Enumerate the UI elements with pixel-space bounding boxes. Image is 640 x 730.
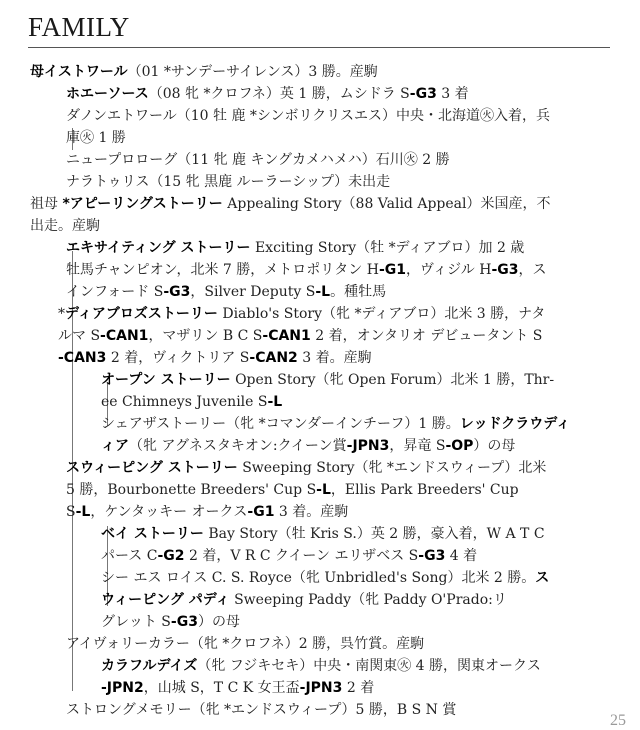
section-title: FAMILY [28, 12, 130, 42]
entry-line [58, 325, 545, 347]
entry-text: インフォード S [66, 284, 164, 300]
horse-name-bold: -L [267, 394, 283, 410]
pedigree-entry [30, 193, 551, 237]
entry-line [66, 699, 456, 721]
entry-text: 庫㊋ 1 勝 [66, 130, 126, 146]
entry-text: 牡馬チャンピオン，北米 7 勝，メトロポリタン H [66, 262, 379, 278]
entry-line [101, 677, 541, 699]
entry-line [101, 435, 570, 457]
entry-text: ，ケンタッキー オークス [90, 504, 248, 520]
entry-text: ）の母 [473, 438, 516, 454]
entry-text: シー エス ロイス C. S. Royce（牝 Unbridled's Song）北米 2 勝。 [101, 570, 536, 586]
entry-text: 2 着，ヴィクトリア S [106, 350, 250, 366]
entry-line [66, 149, 450, 171]
entry-text: 。種牡馬 [330, 284, 387, 300]
pedigree-entry [30, 61, 378, 83]
pedigree-entry [66, 699, 456, 721]
pedigree-entry [66, 633, 424, 655]
pedigree-entry [101, 655, 541, 699]
entry-line [30, 193, 551, 215]
horse-name-bold: -G3 [418, 548, 446, 564]
horse-name-bold: ス [535, 570, 550, 586]
entry-line [101, 391, 554, 413]
entry-text: ，ス [518, 262, 547, 278]
horse-name-bold: ィア [101, 438, 129, 454]
horse-name-bold: -JPN2 [101, 680, 144, 696]
entry-text: 3 着。産駒 [297, 350, 372, 366]
title-underline [28, 47, 610, 48]
horse-name-bold: *アピーリングストーリー [62, 196, 223, 212]
entry-text: 3 着 [436, 86, 469, 102]
entry-text: 2 着，V R C クイーン エリザベス S [184, 548, 419, 564]
entry-text: 出走。産駒 [30, 218, 100, 234]
pedigree-entry [66, 457, 546, 523]
horse-name-bold: -G3 [170, 614, 198, 630]
entry-line [30, 61, 378, 83]
entry-text: ，山城 S，T C K 女王盃 [143, 680, 300, 696]
entry-text: * [58, 306, 65, 322]
entry-line [30, 215, 551, 237]
horse-name-bold: -JPN3 [346, 438, 390, 454]
entry-line [101, 545, 545, 567]
pedigree-entry [101, 523, 545, 567]
entry-text: ，Silver Deputy S [190, 284, 316, 300]
entry-line [101, 611, 549, 633]
entry-line [66, 237, 547, 259]
entry-text: Appealing Story（88 Valid Appeal）米国産，不 [222, 196, 551, 212]
entry-line [101, 655, 541, 677]
entry-line [66, 83, 469, 105]
horse-name-bold: -CAN1 [262, 328, 311, 344]
entry-text: 3 着。産駒 [274, 504, 349, 520]
horse-name-bold: -L [316, 482, 331, 498]
horse-name-bold: オープン ストーリー [101, 372, 231, 388]
pedigree-entry [66, 105, 550, 149]
entry-text: ）の母 [197, 614, 240, 630]
entry-line [58, 303, 545, 325]
entry-line [58, 347, 545, 369]
horse-name-bold: カラフルデイズ [101, 658, 198, 674]
entry-text: ，マザリン B C S [148, 328, 263, 344]
entry-line [66, 501, 546, 523]
entry-text: グレット S [101, 614, 171, 630]
horse-name-bold: -OP [445, 438, 474, 454]
horse-name-bold: -G3 [491, 262, 519, 278]
entry-text: S [66, 504, 76, 520]
horse-name-bold: ベイ ストーリー [101, 526, 204, 542]
horse-name-bold: -CAN2 [249, 350, 298, 366]
entry-text: ルマ S [58, 328, 101, 344]
pedigree-entry [101, 413, 570, 457]
pedigree-entry [66, 149, 450, 171]
horse-name-bold: -G1 [247, 504, 275, 520]
entry-text: ダノンエトワール（10 牡 鹿 *シンボリクリスエス）中央・北海道㊋入着，兵 [66, 108, 550, 124]
entry-text: 5 勝，Bourbonette Breeders' Cup S [66, 482, 317, 498]
entry-text: ニュープロローグ（11 牝 鹿 キングカメハメハ）石川㊋ 2 勝 [66, 152, 450, 168]
horse-name-bold: ホエーソース [66, 86, 149, 102]
entry-line [66, 127, 550, 149]
entry-text: シェアザストーリー（牝 *コマンダーインチーフ）1 勝。 [101, 416, 460, 432]
entry-text: Sweeping Story（牝 *エンドスウィープ）北米 [237, 460, 547, 476]
entry-text: Bay Story（牡 Kris S.）英 2 勝，豪入着，W A T C [203, 526, 545, 542]
entry-text: ストロングメモリー（牝 *エンドスウィープ）5 勝，B S N 賞 [66, 702, 457, 718]
entry-text: パース C [101, 548, 158, 564]
entry-text: 2 着 [342, 680, 375, 696]
horse-name-bold: スウィーピング ストーリー [66, 460, 238, 476]
entry-line [101, 567, 549, 589]
entry-line [101, 369, 554, 391]
pedigree-entry [66, 237, 547, 303]
entry-text: ，ヴィジル H [405, 262, 492, 278]
entry-text: Exciting Story（牡 *ディアブロ）加 2 歳 [250, 240, 525, 256]
entry-text: 4 着 [445, 548, 478, 564]
page-number: 25 [610, 712, 626, 729]
entry-text: 祖母 [30, 196, 63, 212]
horse-name-bold: -G1 [378, 262, 406, 278]
horse-name-bold: エキサイティング ストーリー [66, 240, 251, 256]
entry-text: （08 牝 *クロフネ）英 1 勝，ムシドラ S [148, 86, 410, 102]
entry-text: Diablo's Story（牝 *ディアブロ）北米 3 勝，ナタ [217, 306, 546, 322]
entry-text: Open Story（牝 Open Forum）北米 1 勝，Thr- [230, 372, 555, 388]
entry-line [66, 281, 547, 303]
pedigree-entry [58, 303, 545, 369]
entry-text: （牝 フジキセキ）中央・南関東㊋ 4 勝，関東オークス [197, 658, 541, 674]
horse-name-bold: ウィーピング パディ [101, 592, 230, 608]
horse-name-bold: ディアブロズストーリー [65, 306, 218, 322]
horse-name-bold: -L [75, 504, 91, 520]
pedigree-entry [66, 83, 469, 105]
horse-name-bold: レッドクラウディ [459, 416, 571, 432]
entry-line [66, 105, 550, 127]
pedigree-entry [101, 567, 549, 633]
horse-name-bold: -CAN1 [100, 328, 149, 344]
entry-line [66, 259, 547, 281]
entry-line [66, 457, 546, 479]
entry-text: 2 着，オンタリオ デビュータント S [310, 328, 543, 344]
pedigree-entry [101, 369, 554, 413]
entry-text: ナラトゥリス（15 牝 黒鹿 ルーラーシップ）未出走 [66, 174, 391, 190]
entry-text: Sweeping Paddy（牝 Paddy O'Prado:リ [229, 592, 507, 608]
entry-text: （01 *サンデーサイレンス）3 勝。産駒 [127, 64, 378, 80]
horse-name-bold: -JPN3 [299, 680, 343, 696]
horse-name-bold: -CAN3 [58, 350, 107, 366]
entry-line [101, 413, 570, 435]
entry-text: ，Ellis Park Breeders' Cup [330, 482, 519, 498]
horse-name-bold: -G3 [409, 86, 437, 102]
entry-text: アイヴォリーカラー（牝 *クロフネ）2 勝，呉竹賞。産駒 [66, 636, 425, 652]
horse-name-bold: -L [315, 284, 331, 300]
horse-name-bold: 母イストワール [30, 64, 128, 80]
horse-name-bold: -G2 [157, 548, 185, 564]
entry-line [101, 523, 545, 545]
entry-line [66, 633, 424, 655]
pedigree-entry [66, 171, 390, 193]
entry-line [66, 479, 546, 501]
horse-name-bold: -G3 [163, 284, 191, 300]
entry-line [101, 589, 549, 611]
entry-text: （牝 アグネスタキオン:クイーン賞 [129, 438, 347, 454]
entry-line [66, 171, 390, 193]
entry-text: ，昇竜 S [389, 438, 446, 454]
entry-text: ee Chimneys Juvenile S [101, 394, 268, 410]
